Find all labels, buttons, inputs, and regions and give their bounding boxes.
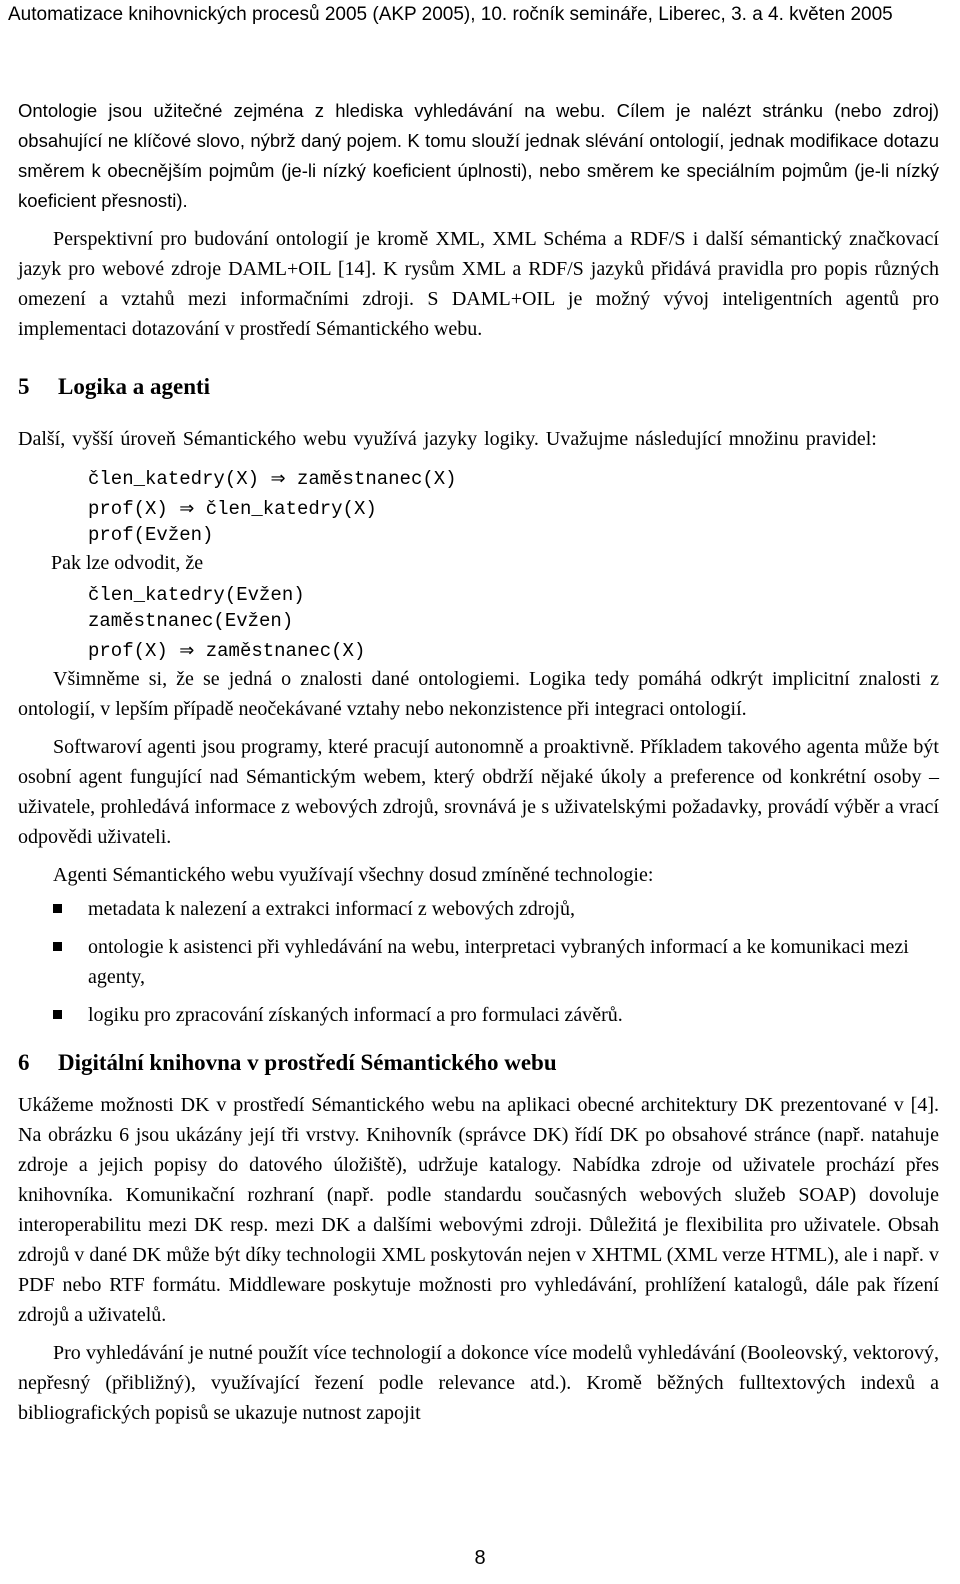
list-item bbox=[18, 1000, 939, 1030]
paragraph-ontology-search: Ontologie jsou užitečné zejména z hlediska vyhledávání na webu. Cílem je nalézt stránku (nebo zdroj) obsahující ne klíčové slovo, nýbrž daný pojem. K tomu slouží jednak slévání ontologií, jednak modifikace dotazu směrem k obecnějším pojmům (je-li nízký koeficient úplnosti), nebo směrem ke speciálním pojmům (je-li nízký koeficient přesnosti). bbox=[18, 100, 939, 211]
section-title: Logika a agenti bbox=[58, 374, 211, 399]
section-heading-5 bbox=[18, 372, 939, 402]
rule-line bbox=[18, 466, 939, 492]
implies-icon: ⇒ bbox=[270, 468, 286, 489]
list-item bbox=[18, 894, 939, 924]
page-body bbox=[18, 96, 939, 1428]
section-number: 6 bbox=[18, 1050, 30, 1075]
section-heading-6 bbox=[18, 1048, 939, 1078]
section-title: Digitální knihovna v prostředí Sémantického webu bbox=[58, 1050, 557, 1075]
paragraph-software-agents: Softwaroví agenti jsou programy, které pracují autonomně a proaktivně. Příkladem takového agenta může být osobní agent fungující nad Sémantickým webem, který obdrží nějaké úkoly a preference od konkrétní osoby – uživatele, prohledává informace z webových zdrojů, srovnává je s uživatelskými požadavky, provádí výběr a vrací odpovědi uživateli. bbox=[18, 736, 939, 848]
list-item-text: ontologie k asistenci při vyhledávání na webu, interpretaci vybraných informací a ke komunikaci mezi agenty, bbox=[88, 936, 909, 988]
bullet-square-icon bbox=[53, 942, 62, 951]
section-number: 5 bbox=[18, 374, 30, 399]
rule-consequent: zaměstnanec(X) bbox=[296, 468, 457, 490]
paragraph-search-technologies: Pro vyhledávání je nutné použít více technologií a dokonce více modelů vyhledávání (Booleovský, vektorový, nepřesný (přibližný), využívající řezení podle relevance atd.). Kromě běžných fulltextových indexů a bibliografických popisů se ukazuje nutnost zapojit bbox=[18, 1342, 939, 1424]
deduction-label: Pak lze odvodit, že bbox=[51, 552, 204, 574]
list-item bbox=[18, 932, 939, 992]
paragraph-dk-architecture: Ukážeme možnosti DK v prostředí Sémantického webu na aplikaci obecné architektury DK prezentované v [4]. Na obrázku 6 jsou ukázány její tři vrstvy. Knihovník (správce DK) řídí DK po obsahové stránce (např. natahuje zdroje a jejich popisy do datového úložiště), udržuje katalogy. Nabídka zdroje od uživatele prochází přes knihovníka. Komunikační rozhraní (např. podle standardu současných webových služeb SOAP) dovoluje interoperabilitu mezi DK resp. mezi DK a dalšími webovými zdroji. Důležitá je flexibilita pro uživatele. Obsah zdrojů v dané DK může být díky technologii XML poskytován nejen v XHTML (XML verze HTML), ale i např. v PDF nebo RTF formátu. Middleware poskytuje možnosti pro vyhledávání, prohlížení katalogů, dále pak řízení zdrojů a uživatelů. bbox=[18, 1094, 939, 1326]
implies-icon: ⇒ bbox=[179, 640, 195, 661]
paragraph-logic: Všimněme si, že se jedná o znalosti dané ontologiemi. Logika tedy pomáhá odkrýt implicitní znalosti z ontologií, v lepším případě neočekávané vztahy nebo nekonzistence při integraci ontologií. bbox=[18, 668, 939, 720]
bullet-square-icon bbox=[53, 1010, 62, 1019]
derived-fact: zaměstnanec(Evžen) bbox=[88, 610, 294, 632]
technology-list bbox=[18, 894, 939, 1030]
paragraph-daml-oil: Perspektivní pro budování ontologií je kromě XML, XML Schéma a RDF/S i další sémantický značkovací jazyk pro webové zdroje DAML+OIL [14]. K rysům XML a RDF/S jazyků přidává pravidla pro popis různých omezení a vztahů mezi informačními zdroji. S DAML+OIL je možný vývoj inteligentních agentů pro implementaci dotazování v prostředí Sémantického webu. bbox=[18, 228, 939, 340]
rule-line bbox=[18, 496, 939, 522]
paragraph-logic-intro: Další, vyšší úroveň Sémantického webu využívá jazyky logiky. Uvažujme následující množinu pravidel: bbox=[18, 428, 877, 450]
implies-icon: ⇒ bbox=[179, 498, 195, 519]
rule-consequent: člen_katedry(X) bbox=[205, 498, 377, 520]
rule-antecedent: člen_katedry(X) bbox=[88, 468, 260, 490]
rule-antecedent: prof(X) bbox=[88, 498, 168, 520]
running-header: Automatizace knihovnických procesů 2005 (AKP 2005), 10. ročník semináře, Liberec, 3. a 4. květen 2005 bbox=[8, 4, 893, 25]
page-number: 8 bbox=[474, 1547, 486, 1569]
rule-antecedent: prof(X) bbox=[88, 640, 168, 662]
derived-rule bbox=[18, 638, 939, 664]
bullet-square-icon bbox=[53, 904, 62, 913]
paragraph-agents-technologies: Agenti Sémantického webu využívají všechny dosud zmíněné technologie: bbox=[53, 864, 654, 886]
derived-fact: člen_katedry(Evžen) bbox=[88, 584, 305, 606]
list-item-text: metadata k nalezení a extrakci informací z webových zdrojů, bbox=[88, 898, 575, 920]
rule-fact: prof(Evžen) bbox=[88, 524, 214, 546]
list-item-text: logiku pro zpracování získaných informací a pro formulaci závěrů. bbox=[88, 1004, 623, 1026]
rule-consequent: zaměstnanec(X) bbox=[205, 640, 366, 662]
